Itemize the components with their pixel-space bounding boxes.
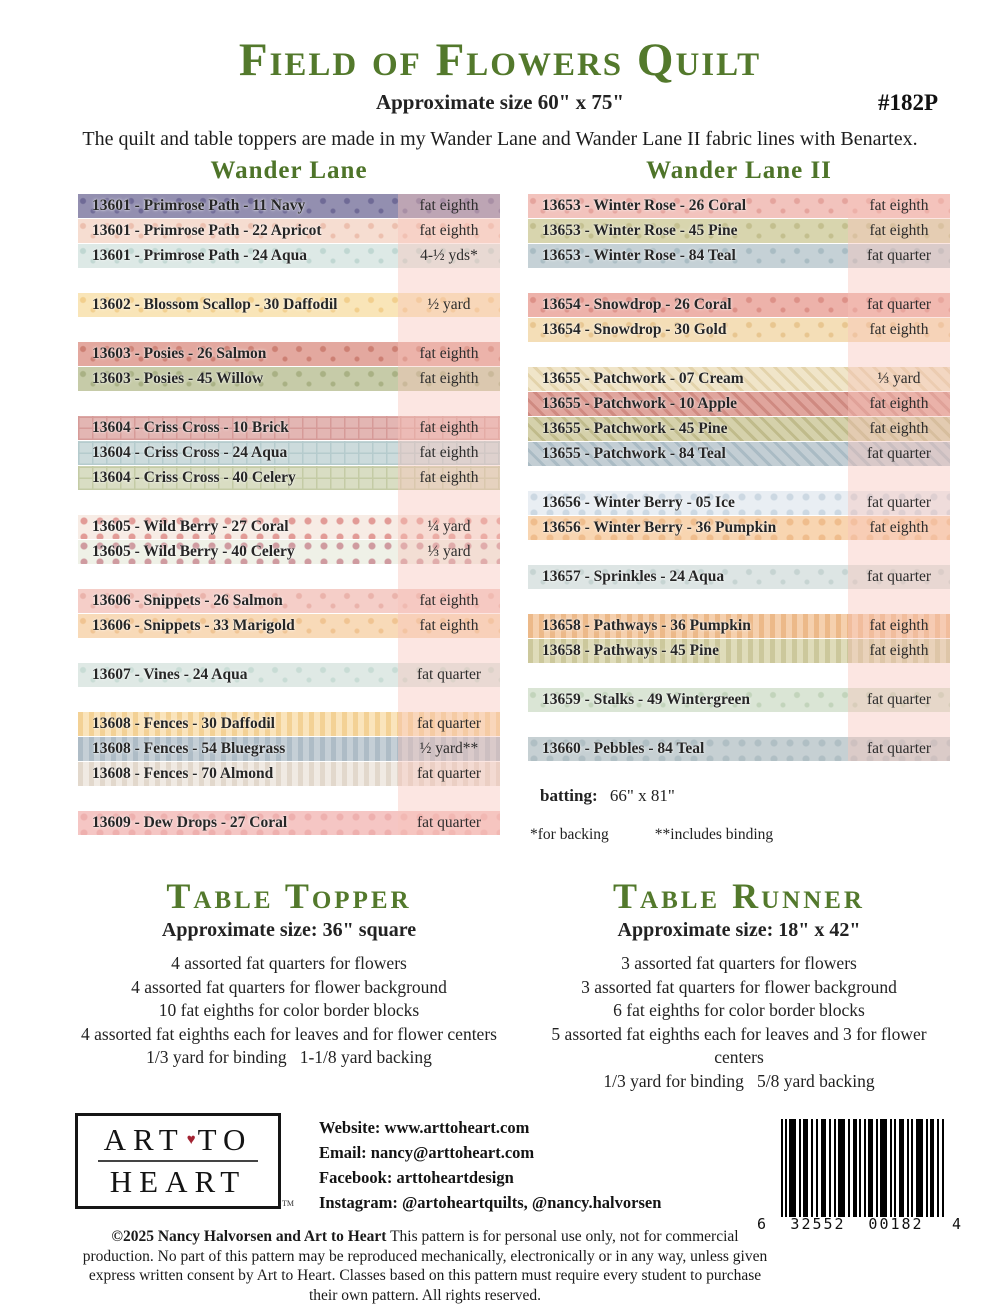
fabric-row-qty: fat quarter xyxy=(866,740,932,757)
fabric-row-label: 13653 - Winter Rose - 45 Pine xyxy=(542,222,738,239)
footnotes xyxy=(528,826,950,844)
trademark-mark: TM xyxy=(282,1199,294,1208)
fabric-group xyxy=(78,811,500,835)
logo-line-art-to xyxy=(104,1123,253,1157)
fabric-row xyxy=(528,367,950,391)
barcode xyxy=(757,1113,974,1305)
fabric-row-qty: ½ yard xyxy=(427,296,471,313)
requirement-line: 4 assorted fat quarters for flowers xyxy=(171,953,407,973)
fabric-row-label: 13657 - Sprinkles - 24 Aqua xyxy=(542,568,725,585)
fabric-column-wander-lane xyxy=(78,155,500,860)
table-topper-title: Table Topper xyxy=(166,876,412,916)
fabric-row-label: 13608 - Fences - 30 Daffodil xyxy=(92,715,275,732)
fabric-row-label: 13654 - Snowdrop - 26 Coral xyxy=(542,296,732,313)
fabric-row-qty: ⅓ yard xyxy=(877,370,921,387)
contact-line: Email: nancy@arttoheart.com xyxy=(319,1143,535,1162)
footnote-backing: *for backing xyxy=(530,826,609,843)
fabric-row xyxy=(528,219,950,243)
page-footer xyxy=(0,1113,1000,1305)
logo-divider xyxy=(98,1160,258,1162)
footer-left xyxy=(75,1113,768,1305)
fabric-row xyxy=(528,293,950,317)
contact-line: Instagram: @artoheartquilts, @nancy.halvorsen xyxy=(319,1193,662,1212)
fabric-row-label: 13656 - Winter Berry - 05 Ice xyxy=(542,494,735,511)
fabric-group xyxy=(528,367,950,466)
contact-block xyxy=(319,1113,661,1215)
fabric-row-qty: fat eighth xyxy=(419,345,479,362)
fabric-row-qty: ¼ yard xyxy=(427,518,471,535)
fabric-row xyxy=(78,244,500,268)
fabric-group xyxy=(528,737,950,761)
fabric-row-qty: fat quarter xyxy=(866,445,932,462)
fabric-row xyxy=(78,219,500,243)
art-to-heart-logo xyxy=(75,1113,294,1209)
fabric-row-label: 13660 - Pebbles - 84 Teal xyxy=(542,740,705,757)
fabric-row-label: 13653 - Winter Rose - 84 Teal xyxy=(542,247,736,264)
fabric-row-qty: fat eighth xyxy=(419,469,479,486)
fabric-row xyxy=(528,516,950,540)
fabric-row xyxy=(78,540,500,564)
fabric-group xyxy=(528,565,950,589)
requirement-line: 4 assorted fat eighths each for leaves and for flower centers xyxy=(81,1023,497,1044)
fabric-row-label: 13655 - Patchwork - 45 Pine xyxy=(542,420,728,437)
fabric-row xyxy=(78,762,500,786)
project-sections xyxy=(0,876,1000,1093)
fabric-group xyxy=(78,342,500,391)
fabric-row-qty: fat eighth xyxy=(869,420,929,437)
fabric-column-wander-lane-ii xyxy=(528,155,950,860)
requirement-line: 10 fat eighths for color border blocks xyxy=(158,1000,420,1020)
fabric-row-qty: fat quarter xyxy=(416,666,482,683)
size-row xyxy=(0,90,1000,122)
heart-icon: ♥ xyxy=(186,1132,196,1148)
fabric-row xyxy=(78,416,500,440)
fabric-row xyxy=(78,293,500,317)
fabric-row xyxy=(78,515,500,539)
fabric-row-qty: fat quarter xyxy=(866,691,932,708)
fabric-row-qty: fat quarter xyxy=(416,814,482,831)
copyright-text xyxy=(75,1227,775,1305)
fabric-group xyxy=(78,663,500,687)
fabric-row-label: 13606 - Snippets - 26 Salmon xyxy=(92,592,283,609)
page-header xyxy=(0,0,1000,151)
fabric-row-label: 13603 - Posies - 26 Salmon xyxy=(92,345,267,362)
fabric-row xyxy=(528,565,950,589)
requirement-line: 4 assorted fat quarters for flower background xyxy=(131,976,447,997)
requirement-line: 6 fat eighths for color border blocks xyxy=(613,1000,865,1020)
fabric-columns xyxy=(0,155,1000,860)
requirement-line: 3 assorted fat quarters for flower background xyxy=(581,976,897,997)
fabric-row-qty: ⅓ yard xyxy=(427,543,471,560)
barcode-group-1: 32552 xyxy=(790,1215,846,1233)
table-runner-section xyxy=(528,876,950,1093)
fabric-row-qty: fat eighth xyxy=(419,617,479,634)
quantity-highlight-band xyxy=(848,194,950,761)
fabric-row-label: 13658 - Pathways - 36 Pumpkin xyxy=(542,617,751,634)
logo-word-heart: HEART xyxy=(109,1164,247,1199)
requirement-line: 1/3 yard for binding 5/8 yard backing xyxy=(603,1070,875,1091)
fabric-row-label: 13655 - Patchwork - 10 Apple xyxy=(542,395,738,412)
fabric-group xyxy=(78,712,500,786)
batting-line xyxy=(528,786,950,806)
copyright-rest: This pattern is for personal use only, not for commercial production. No part of this pattern may be reproduced mechanically, electronically or in any way, unless given express written consent by Art to Heart. Classes based on this pattern must require every student to purchase their own pattern. All rights reserved. xyxy=(82,1228,768,1304)
fabric-row xyxy=(528,639,950,663)
barcode-group-2: 00182 xyxy=(868,1215,924,1233)
fabric-row-qty: fat quarter xyxy=(416,765,482,782)
fabric-row-label: 13601 - Primrose Path - 11 Navy xyxy=(92,197,306,214)
fabric-row-qty: fat eighth xyxy=(419,419,479,436)
fabric-row xyxy=(78,589,500,613)
fabric-row-label: 13655 - Patchwork - 07 Cream xyxy=(542,370,744,387)
fabric-row xyxy=(78,342,500,366)
requirement-line: 1/3 yard for binding 1-1/8 yard backing xyxy=(146,1047,432,1067)
fabric-row-label: 13655 - Patchwork - 84 Teal xyxy=(542,445,726,462)
table-topper-size: Approximate size: 36" square xyxy=(161,919,417,941)
fabric-row-qty: fat quarter xyxy=(416,715,482,732)
fabric-row-label: 13601 - Primrose Path - 22 Apricot xyxy=(92,222,322,239)
fabric-row xyxy=(528,614,950,638)
barcode-digits xyxy=(757,1215,974,1233)
fabric-group xyxy=(78,515,500,564)
fabric-row-label: 13659 - Stalks - 49 Wintergreen xyxy=(542,691,750,708)
fabric-row-qty: fat eighth xyxy=(419,592,479,609)
fabric-row xyxy=(528,244,950,268)
fabric-row-label: 13604 - Criss Cross - 40 Celery xyxy=(92,469,296,486)
fabric-row-qty: fat eighth xyxy=(869,395,929,412)
fabric-group xyxy=(528,614,950,663)
fabric-row xyxy=(528,688,950,712)
footnote-binding: **includes binding xyxy=(654,826,774,843)
fabric-group xyxy=(528,293,950,342)
fabric-row-qty: fat eighth xyxy=(869,519,929,536)
fabric-row-qty: fat quarter xyxy=(866,568,932,585)
fabric-row-label: 13605 - Wild Berry - 40 Celery xyxy=(92,543,295,560)
logo-word-art: ART xyxy=(103,1122,185,1157)
fabric-row xyxy=(528,417,950,441)
fabric-row xyxy=(78,614,500,638)
fabric-row-qty: fat eighth xyxy=(869,642,929,659)
fabric-row-label: 13658 - Pathways - 45 Pine xyxy=(542,642,719,659)
fabric-group xyxy=(78,293,500,317)
page-title: Field of Flowers Quilt xyxy=(238,34,762,86)
contact-line: Facebook: arttoheartdesign xyxy=(319,1168,514,1187)
table-topper-section xyxy=(78,876,500,1093)
barcode-digit-right: 4 xyxy=(951,1215,961,1233)
table-runner-requirements xyxy=(528,952,950,1093)
fabric-row xyxy=(528,491,950,515)
fabric-row-label: 13609 - Dew Drops - 27 Coral xyxy=(92,814,288,831)
fabric-row xyxy=(528,194,950,218)
fabric-row-label: 13607 - Vines - 24 Aqua xyxy=(92,666,248,683)
fabric-row xyxy=(528,737,950,761)
fabric-row-qty: fat eighth xyxy=(869,321,929,338)
requirement-line: 5 assorted fat eighths each for leaves and 3 for flower centers xyxy=(551,1023,931,1067)
fabric-row-label: 13604 - Criss Cross - 10 Brick xyxy=(92,419,289,436)
fabric-row xyxy=(78,466,500,490)
fabric-group xyxy=(78,589,500,638)
fabric-rows-area xyxy=(528,194,950,761)
fabric-row xyxy=(528,392,950,416)
fabric-row-label: 13653 - Winter Rose - 26 Coral xyxy=(542,197,747,214)
fabric-group xyxy=(78,194,500,268)
barcode-digit-left: 6 xyxy=(757,1215,767,1233)
fabric-row xyxy=(78,367,500,391)
pattern-number: #182P xyxy=(877,90,938,115)
fabric-row-label: 13654 - Snowdrop - 30 Gold xyxy=(542,321,727,338)
fabric-row-label: 13606 - Snippets - 33 Marigold xyxy=(92,617,295,634)
fabric-row xyxy=(78,737,500,761)
table-topper-requirements xyxy=(78,952,500,1070)
contact-line: Website: www.arttoheart.com xyxy=(319,1118,530,1137)
fabric-group xyxy=(528,194,950,268)
fabric-row xyxy=(528,442,950,466)
intro-line: The quilt and table toppers are made in my Wander Lane and Wander Lane II fabric lines with Benartex. xyxy=(82,128,918,150)
table-runner-size: Approximate size: 18" x 42" xyxy=(617,919,861,941)
fabric-row-label: 13601 - Primrose Path - 24 Aqua xyxy=(92,247,307,264)
fabric-row-qty: fat eighth xyxy=(419,444,479,461)
fabric-row-qty: fat eighth xyxy=(869,617,929,634)
fabric-row-qty: fat quarter xyxy=(866,296,932,313)
copyright-bold: ©2025 Nancy Halvorsen and Art to Heart xyxy=(111,1228,387,1245)
fabric-rows-area xyxy=(78,194,500,835)
fabric-row-qty: fat quarter xyxy=(866,494,932,511)
fabric-row-qty: fat quarter xyxy=(866,247,932,264)
fabric-row xyxy=(78,441,500,465)
fabric-row-qty: fat eighth xyxy=(419,197,479,214)
batting-label: batting: xyxy=(540,786,598,805)
batting-value: 66" x 81" xyxy=(609,786,675,805)
fabric-group xyxy=(78,416,500,490)
fabric-row-label: 13603 - Posies - 45 Willow xyxy=(92,370,264,387)
fabric-row xyxy=(78,663,500,687)
fabric-column-title: Wander Lane xyxy=(210,157,368,184)
fabric-row-qty: fat eighth xyxy=(419,222,479,239)
table-runner-title: Table Runner xyxy=(613,876,865,916)
logo-contact-row xyxy=(75,1113,765,1215)
quilt-size: Approximate size 60" x 75" xyxy=(375,90,625,114)
fabric-row-label: 13608 - Fences - 54 Bluegrass xyxy=(92,740,286,757)
fabric-group xyxy=(528,688,950,712)
requirement-line: 3 assorted fat quarters for flowers xyxy=(621,953,857,973)
fabric-group xyxy=(528,491,950,540)
logo-word-to: TO xyxy=(197,1122,253,1157)
fabric-row-label: 13605 - Wild Berry - 27 Coral xyxy=(92,518,289,535)
barcode-bars xyxy=(769,1119,959,1217)
fabric-row xyxy=(78,194,500,218)
fabric-row-qty: ½ yard** xyxy=(419,740,479,757)
fabric-row xyxy=(78,712,500,736)
fabric-row-qty: fat eighth xyxy=(869,222,929,239)
fabric-row-qty: fat eighth xyxy=(419,370,479,387)
fabric-row-qty: 4-½ yds* xyxy=(420,247,478,264)
fabric-row-label: 13604 - Criss Cross - 24 Aqua xyxy=(92,444,288,461)
fabric-column-title: Wander Lane II xyxy=(646,157,832,184)
fabric-row-label: 13602 - Blossom Scallop - 30 Daffodil xyxy=(92,296,338,313)
fabric-row-label: 13656 - Winter Berry - 36 Pumpkin xyxy=(542,519,777,536)
fabric-row-qty: fat eighth xyxy=(869,197,929,214)
fabric-row xyxy=(78,811,500,835)
fabric-row-label: 13608 - Fences - 70 Almond xyxy=(92,765,274,782)
fabric-row xyxy=(528,318,950,342)
